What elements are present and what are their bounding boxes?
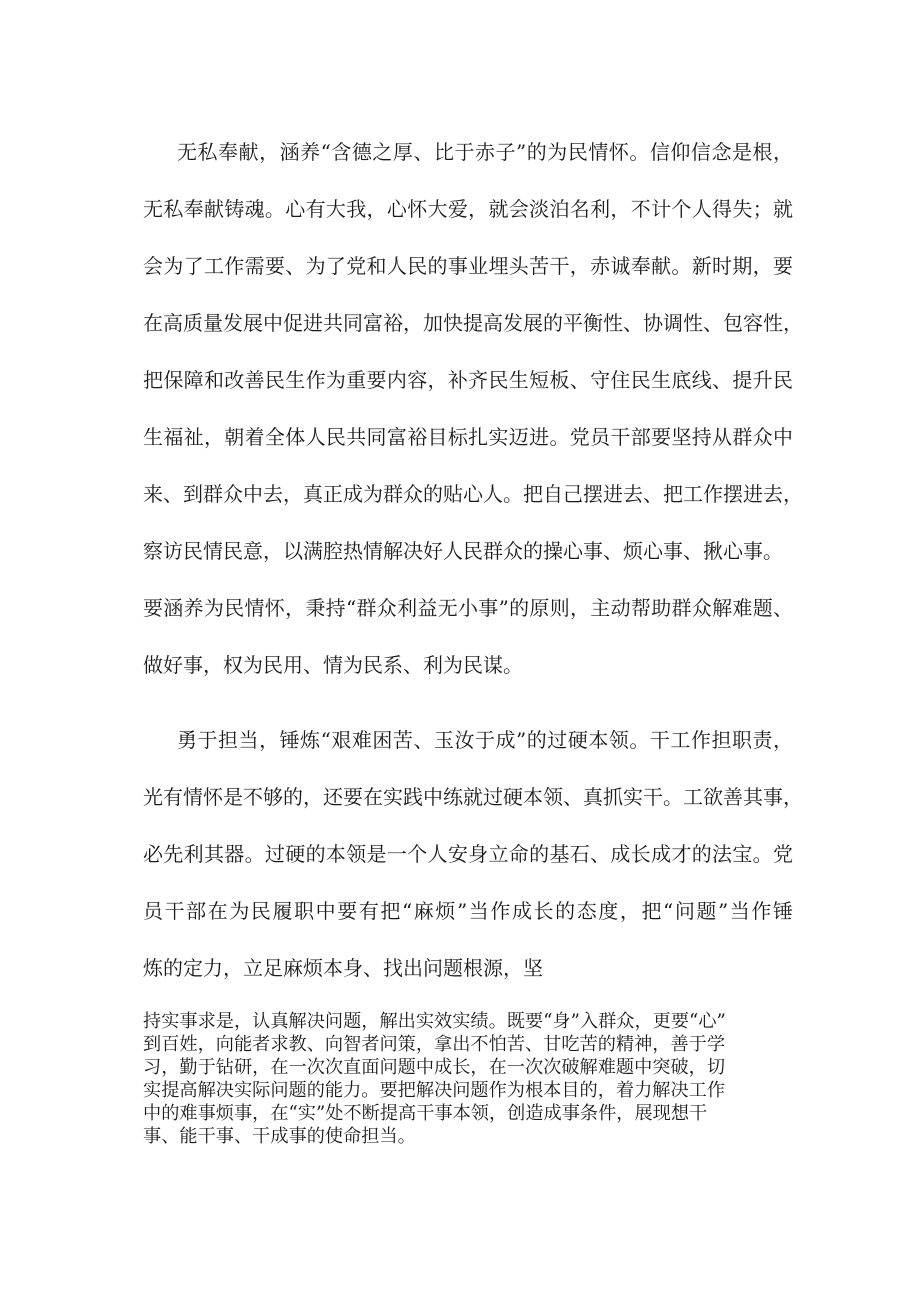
continued-line: 实提高解决实际问题的能力。要把解决问题作为根本目的，着力解决工作	[143, 1080, 726, 1101]
paragraph-1-line: 做好事，权为民用、情为民系、利为民谋。	[143, 653, 523, 677]
paragraph-2-continued	[143, 1010, 793, 1148]
paragraph-2-line: 炼的定力，立足麻烦本身、找出问题根源，坚	[143, 956, 543, 980]
continued-line: 到百姓，向能者求教、向智者问策，拿出不怕苦、甘吃苦的精神，善于学	[143, 1034, 726, 1055]
paragraph-2-line: 勇于担当，锤炼“艰难困苦、玉汝于成”的过硬本领。干工作担职责，	[177, 728, 793, 752]
paragraph-1-line: 来、到群众中去，真正成为群众的贴心人。把自己摆进去、把工作摆进去，	[143, 482, 803, 506]
paragraph-2-line: 员干部在为民履职中要有把“麻烦”当作成长的态度，把“问题”当作锤	[143, 899, 793, 923]
paragraph-1-line: 无私奉献，涵养“含德之厚、比于赤子”的为民情怀。信仰信念是根，	[177, 140, 793, 164]
paragraph-2-line: 必先利其器。过硬的本领是一个人安身立命的基石、成长成才的法宝。党	[143, 842, 793, 866]
paragraph-1-line: 把保障和改善民生作为重要内容，补齐民生短板、守住民生底线、提升民	[143, 368, 793, 392]
paragraph-1-line: 要涵养为民情怀，秉持“群众利益无小事”的原则，主动帮助群众解难题、	[143, 596, 793, 620]
paragraph-1-line: 会为了工作需要、为了党和人民的事业埋头苦干，赤诚奉献。新时期，要	[143, 254, 793, 278]
paragraph-1-line: 生福祉，朝着全体人民共同富裕目标扎实迈进。党员干部要坚持从群众中	[143, 425, 793, 449]
paragraph-1-line: 无私奉献铸魂。心有大我，心怀大爱，就会淡泊名利，不计个人得失；就	[143, 197, 793, 221]
paragraph-2-line: 光有情怀是不够的，还要在实践中练就过硬本领、真抓实干。工欲善其事，	[143, 785, 803, 809]
paragraph-1-line: 在高质量发展中促进共同富裕，加快提高发展的平衡性、协调性、包容性，	[143, 311, 803, 335]
continued-line: 持实事求是，认真解决问题，解出实效实绩。既要“身”入群众，更要“心”	[143, 1011, 726, 1032]
continued-line: 事、能干事、干成事的使命担当。	[143, 1126, 416, 1147]
continued-line: 中的难事烦事，在“实”处不断提高干事本领，创造成事条件，展现想干	[143, 1103, 708, 1124]
paragraph-1-line: 察访民情民意，以满腔热情解决好人民群众的操心事、烦心事、揪心事。	[143, 539, 783, 563]
continued-line: 习，勤于钻研，在一次次直面问题中成长，在一次次破解难题中突破，切	[143, 1057, 726, 1078]
